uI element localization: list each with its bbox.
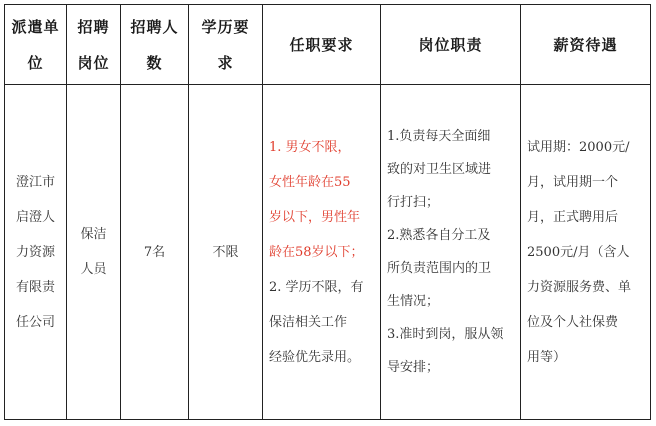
header-salary: 薪资待遇 bbox=[521, 5, 651, 85]
header-duties: 岗位职责 bbox=[381, 5, 521, 85]
duties-cell: 1.负责每天全面细 致的对卫生区域进 行打扫； 2.熟悉各自分工及 所负责范围内的卫 生情况； 3.准时到岗，服从领 导安排； bbox=[381, 85, 521, 420]
salary-cell: 试用期：2000元/ 月，试用期一个 月，正式聘用后 2500元/月（含人 力资源服务费、单 位及个人社保费 用等） bbox=[521, 85, 651, 420]
dispatch-unit-cell: 澄江市 启澄人 力资源 有限责 任公司 bbox=[5, 85, 67, 420]
headcount-cell: 7名 bbox=[121, 85, 189, 420]
education-cell: 不限 bbox=[189, 85, 263, 420]
header-row bbox=[5, 5, 651, 85]
header-education: 学历要 求 bbox=[189, 5, 263, 85]
header-requirements: 任职要求 bbox=[263, 5, 381, 85]
recruitment-table bbox=[4, 4, 651, 420]
table-row bbox=[5, 85, 651, 420]
requirements-cell: 1. 男女不限， 女性年龄在55 岁以下，男性年 龄在58岁以下； 2. 学历不限，有 保洁相关工作 经验优先录用。 bbox=[263, 85, 381, 420]
header-position: 招聘 岗位 bbox=[67, 5, 121, 85]
header-dispatch-unit: 派遣单 位 bbox=[5, 5, 67, 85]
header-headcount: 招聘人 数 bbox=[121, 5, 189, 85]
position-cell: 保洁 人员 bbox=[67, 85, 121, 420]
